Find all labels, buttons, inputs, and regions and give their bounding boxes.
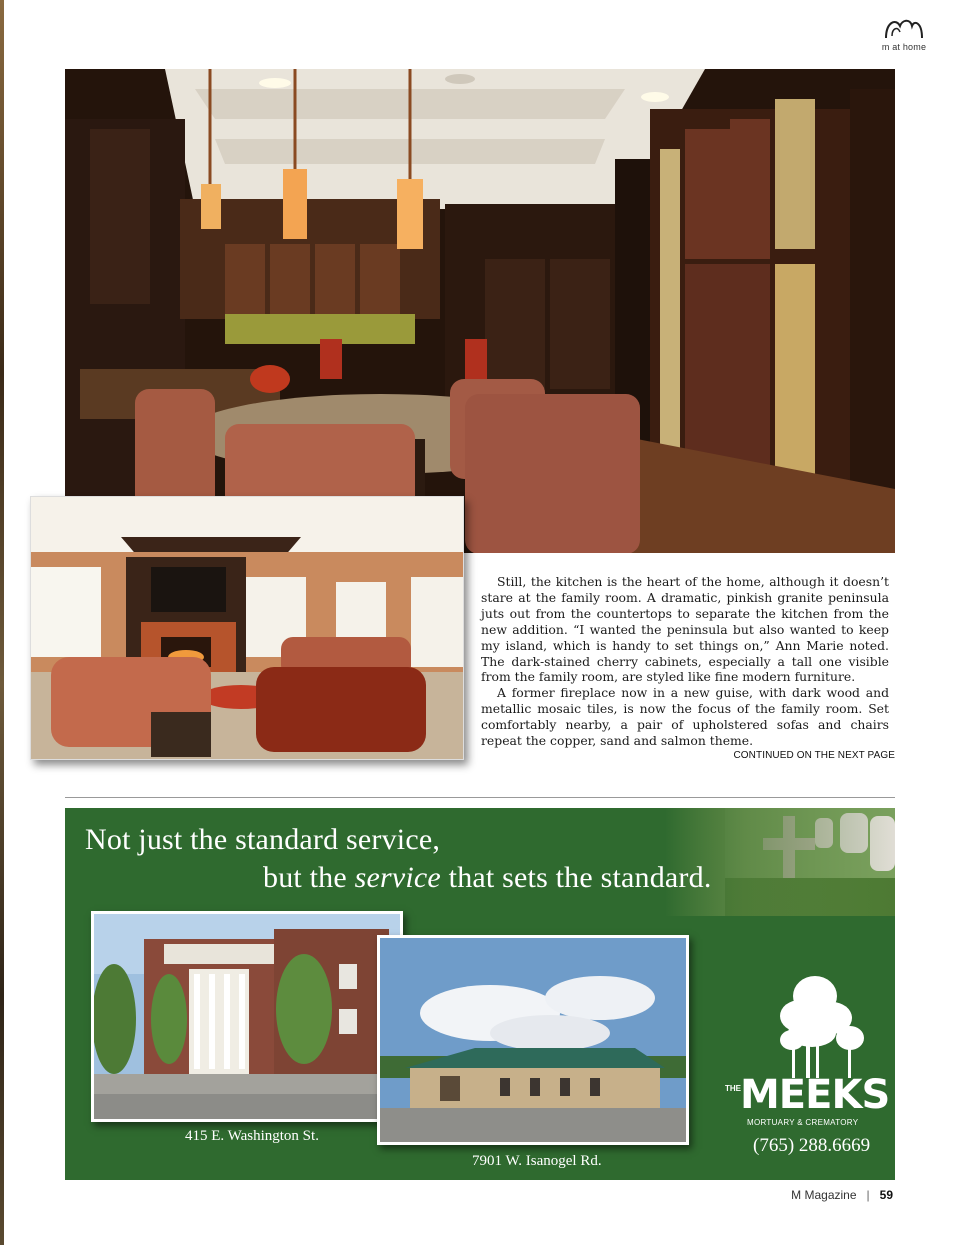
page-number: 59 [879, 1188, 893, 1202]
location-address: 415 E. Washington St. [185, 1128, 319, 1144]
brand-name: MEEKS [740, 1072, 890, 1118]
washington-location-photo [91, 911, 403, 1122]
location-address: 7901 W. Isanogel Rd. [472, 1153, 602, 1169]
page-edge-strip [0, 0, 4, 1245]
meeks-advertisement [65, 808, 895, 1180]
article-paragraph: Still, the kitchen is the heart of the home, although it doesn’t stare at the family room. A dramatic, pinkish granite peninsula juts out from the countertops to separate the kitchen from the new addition. “I wanted the peninsula but also wanted to keep my island, which is handy to set things on,” Ann Marie noted. The dark-stained cherry cabinets, especially a tall one visible from the family room, are styled like fine modern furniture. [481, 574, 889, 685]
brand-the: THE [725, 1084, 741, 1093]
m-at-home-logo-icon [882, 14, 926, 42]
family-room-photo [30, 496, 464, 760]
ad-headline-pre: but the [263, 861, 355, 894]
page-footer [791, 1188, 893, 1202]
logo-label: m at home [881, 42, 927, 52]
isanogel-location-photo [377, 935, 689, 1145]
tree-icon [720, 968, 880, 1078]
brand-subtitle: MORTUARY & CREMATORY [747, 1118, 859, 1127]
ad-headline-line1: Not just the standard service, [85, 823, 441, 856]
brand-phone: (765) 288.6669 [753, 1135, 871, 1156]
section-logo [878, 14, 930, 56]
article-paragraph: A former fireplace now in a new guise, with dark wood and metallic mosaic tiles, is now the focus of the family room. Set comfortably nearby, a pair of upholstered sofas and chairs repeat the copper, sand and salmon theme. [481, 685, 889, 749]
ad-headline-post: that sets the standard. [440, 861, 712, 894]
ad-headline-line2 [263, 861, 712, 895]
kitchen-photo [65, 69, 895, 553]
footer-separator: | [866, 1188, 870, 1202]
continued-note: CONTINUED ON THE NEXT PAGE [733, 750, 895, 761]
article-body [481, 574, 889, 749]
magazine-name: M Magazine [791, 1188, 857, 1202]
section-divider [65, 797, 895, 798]
ad-headline-emphasis: service [354, 861, 441, 894]
